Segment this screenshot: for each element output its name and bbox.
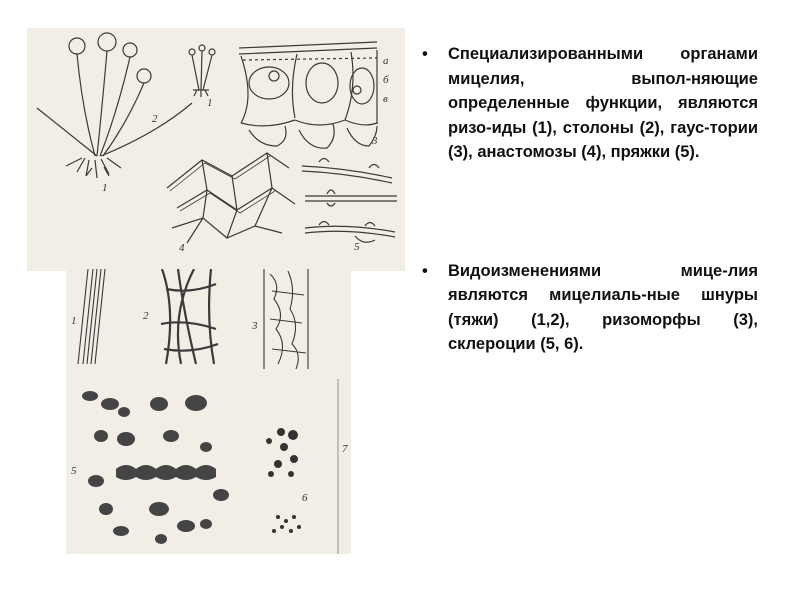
bullet-modifications <box>418 259 758 357</box>
mycelium-modifications-illustration <box>66 269 351 554</box>
bullet-specialized-organs <box>418 42 758 165</box>
bullet-marker: • <box>422 261 428 280</box>
label-3: 3 <box>252 320 258 332</box>
label-1-small: 1 <box>207 97 213 109</box>
label-1: 1 <box>71 315 77 327</box>
label-2: 2 <box>143 310 149 322</box>
label-b: б <box>383 74 389 86</box>
label-4: 4 <box>179 242 185 254</box>
rhizoids-drawing <box>37 33 215 178</box>
mycelial-strand-2-drawing <box>161 269 218 364</box>
mycelium-organs-illustration <box>27 28 405 271</box>
label-7: 7 <box>342 443 348 455</box>
label-5: 5 <box>354 241 360 253</box>
label-6: 6 <box>302 492 308 504</box>
sclerotia-5-drawing <box>82 391 229 544</box>
label-v: в <box>383 93 388 105</box>
bullet-marker: • <box>422 45 428 63</box>
bullet-text: Видоизменениями мице-лия являются мицелиаль-ные шнуры (тяжи) (1,2), ризоморфы (3), склероции (5, 6). <box>448 261 758 353</box>
rhizomorph-drawing <box>264 269 308 369</box>
clamp-connections-drawing <box>302 159 397 243</box>
label-5: 5 <box>71 465 77 477</box>
label-1: 1 <box>102 182 108 194</box>
anastomoses-drawing <box>167 153 295 243</box>
label-3: 3 <box>372 135 378 147</box>
label-a: а <box>383 55 389 67</box>
mycelial-strand-1-drawing <box>78 269 105 364</box>
bullet-list <box>418 42 758 357</box>
haustoria-drawing <box>239 42 377 148</box>
label-2: 2 <box>152 113 158 125</box>
sclerotia-6-drawing <box>266 428 301 533</box>
bullet-text: Специализированными органами мицелия, выпол-няющие определенные функции, являются ризо-иды (1), столоны (2), гаус-тории (3), анастомозы (4), пряжки (5). <box>448 45 758 161</box>
